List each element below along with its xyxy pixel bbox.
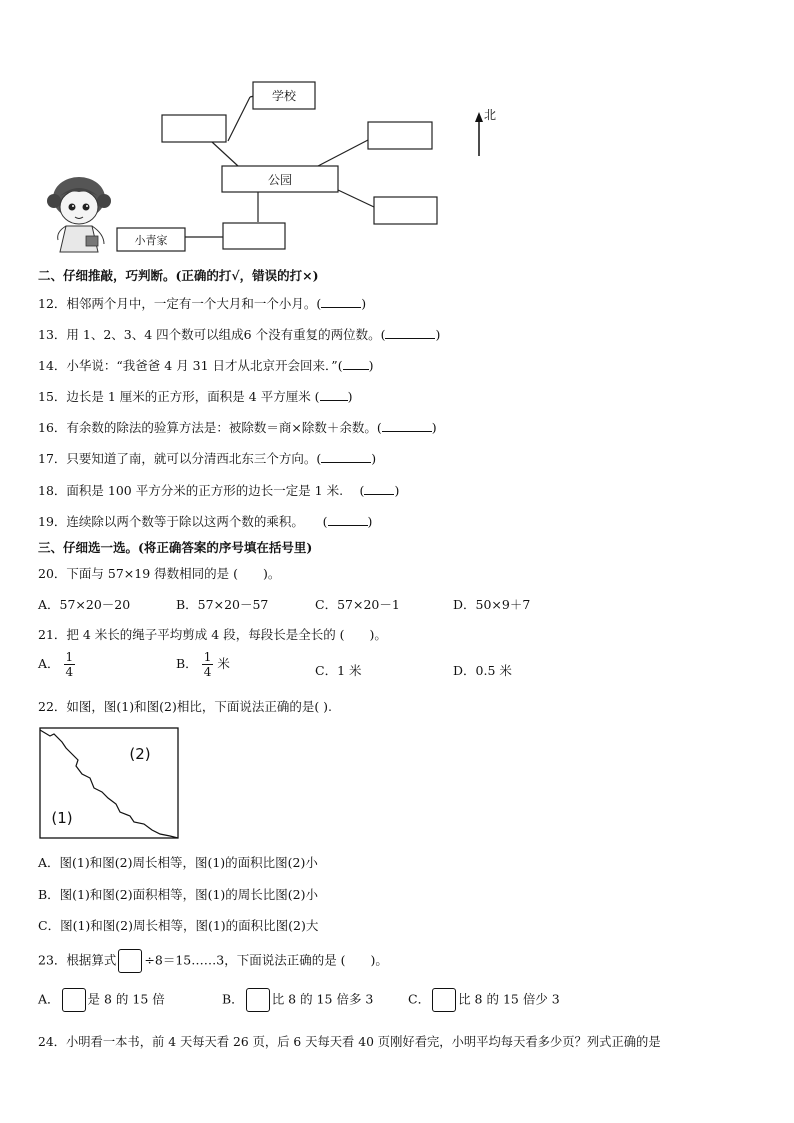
- fraction-denominator: 4: [65, 665, 74, 679]
- q22-option-b[interactable]: B．图(1)和图(2)面积相等，图(1)的周长比图(2)小: [38, 887, 319, 902]
- fraction-numerator: 1: [65, 650, 74, 664]
- close-paren: ): [431, 420, 437, 435]
- girl-illustration-icon: [47, 177, 111, 252]
- square-box: [62, 988, 86, 1012]
- fraction-one-quarter: [64, 650, 76, 679]
- q23-option-c-text: 比 8 的 15 倍少 3: [458, 991, 560, 1007]
- answer-blank-16[interactable]: [382, 419, 432, 432]
- answer-blank-17[interactable]: [321, 450, 371, 463]
- question-17: [38, 449, 376, 467]
- question-12-text: 12．相邻两个月中，一定有一个大月和一个小月。(: [38, 296, 322, 311]
- close-paren: ): [367, 514, 373, 529]
- fraction-one-quarter: [202, 650, 214, 679]
- section-2-title: 二、仔细推敲，巧判断。(正确的打√，错误的打×): [38, 268, 319, 283]
- question-21: 21．把 4 米长的绳子平均剪成 4 段，每段长是全长的 ( )。: [38, 627, 387, 642]
- map-diagram: [0, 0, 794, 260]
- q23-option-a[interactable]: [38, 988, 165, 1012]
- q23-option-c-label: C．: [408, 991, 431, 1007]
- q23-option-b-text: 比 8 的 15 倍多 3: [271, 991, 374, 1007]
- map-line: [338, 190, 374, 207]
- question-19-text: 19．连续除以两个数等于除以这两个数的乘积。 (: [38, 514, 328, 529]
- empty-box-ne: [368, 122, 432, 149]
- question-15: [38, 387, 352, 405]
- q22-option-a[interactable]: A．图(1)和图(2)周长相等，图(1)的面积比图(2)小: [38, 855, 318, 870]
- question-19: [38, 512, 372, 530]
- fraction-numerator: 1: [203, 650, 212, 664]
- park-label: 公园: [267, 173, 293, 187]
- unit-meter: 米: [217, 656, 230, 671]
- close-paren: ): [347, 389, 353, 404]
- question-17-text: 17．只要知道了南，就可以分清西北东三个方向。(: [38, 451, 322, 466]
- q20-option-b[interactable]: B．57×20－57: [176, 597, 269, 612]
- empty-box-s: [223, 223, 285, 249]
- figure-2-label: (2): [129, 745, 151, 763]
- question-12: [38, 294, 366, 312]
- answer-square-box[interactable]: [118, 949, 142, 973]
- answer-blank-18[interactable]: [364, 482, 394, 495]
- question-16: [38, 418, 437, 436]
- square-box: [246, 988, 270, 1012]
- figure-1-label: (1): [51, 809, 73, 827]
- q23-option-c[interactable]: [408, 988, 560, 1012]
- map-line: [318, 140, 368, 166]
- question-14-text: 14．小华说：“我爸爸 4 月 31 日才从北京开会回来．”(: [38, 358, 343, 373]
- question-24: 24．小明看一本书，前 4 天每天看 26 页，后 6 天每天看 40 页刚好看完，小明平均每天看多少页？列式正确的是: [38, 1035, 661, 1049]
- q20-option-d[interactable]: D．50×9＋7: [453, 597, 531, 612]
- square-box: [432, 988, 456, 1012]
- close-paren: ): [361, 296, 367, 311]
- question-16-text: 16．有余数的除法的验算方法是：被除数＝商×除数＋余数。(: [38, 420, 382, 435]
- q21-option-a-label: A．: [38, 656, 60, 671]
- fraction-denominator: 4: [203, 665, 212, 679]
- q21-option-a[interactable]: [38, 650, 79, 679]
- question-23: [38, 949, 388, 973]
- north-arrowhead-icon: [475, 112, 483, 122]
- q22-option-c[interactable]: C．图(1)和图(2)周长相等，图(1)的面积比图(2)大: [38, 918, 319, 933]
- school-label: 学校: [271, 89, 297, 103]
- q23-option-a-text: 是 8 的 15 倍: [87, 991, 165, 1007]
- close-paren: ): [394, 483, 400, 498]
- answer-blank-15[interactable]: [320, 388, 348, 401]
- question-22: 22．如图，图(1)和图(2)相比，下面说法正确的是( ).: [38, 699, 333, 714]
- close-paren: ): [371, 451, 377, 466]
- question-14: [38, 356, 373, 374]
- q21-option-d[interactable]: D．0.5 米: [453, 663, 512, 678]
- question-23-text-post: ÷8＝15……3，下面说法正确的是 ( )。: [144, 952, 388, 968]
- section-3-title: 三、仔细选一选。(将正确答案的序号填在括号里): [38, 540, 313, 555]
- map-line: [212, 142, 238, 166]
- q23-option-b-label: B．: [222, 991, 244, 1007]
- question-23-text-pre: 23．根据算式: [38, 952, 117, 968]
- question-13-text: 13．用 1、2、3、4 四个数可以组成6 个没有重复的两位数。(: [38, 327, 386, 342]
- q22-figure: [38, 726, 182, 842]
- map-line: [228, 97, 250, 141]
- q21-option-b-label: B．: [176, 656, 198, 671]
- q21-option-c[interactable]: C．1 米: [315, 663, 362, 678]
- q23-option-b[interactable]: [222, 988, 373, 1012]
- question-18: [38, 481, 399, 499]
- home-label: 小青家: [134, 234, 168, 247]
- close-paren: ): [435, 327, 441, 342]
- q20-option-a[interactable]: A．57×20－20: [38, 597, 131, 612]
- empty-box-e: [374, 197, 437, 224]
- empty-box-nw: [162, 115, 226, 142]
- answer-blank-12[interactable]: [321, 295, 361, 308]
- question-13: [38, 325, 440, 343]
- q23-option-a-label: A．: [38, 991, 60, 1007]
- answer-blank-13[interactable]: [385, 326, 435, 339]
- north-label: 北: [484, 108, 497, 122]
- answer-blank-14[interactable]: [343, 357, 369, 370]
- q20-option-c[interactable]: C．57×20－1: [315, 597, 400, 612]
- answer-blank-19[interactable]: [328, 513, 368, 526]
- question-20: 20．下面与 57×19 得数相同的是 ( )。: [38, 566, 281, 581]
- question-15-text: 15．边长是 1 厘米的正方形，面积是 4 平方厘米 (: [38, 389, 320, 404]
- q21-option-b[interactable]: [176, 650, 230, 679]
- question-18-text: 18．面积是 100 平方分米的正方形的边长一定是 1 米. (: [38, 483, 365, 498]
- close-paren: ): [368, 358, 374, 373]
